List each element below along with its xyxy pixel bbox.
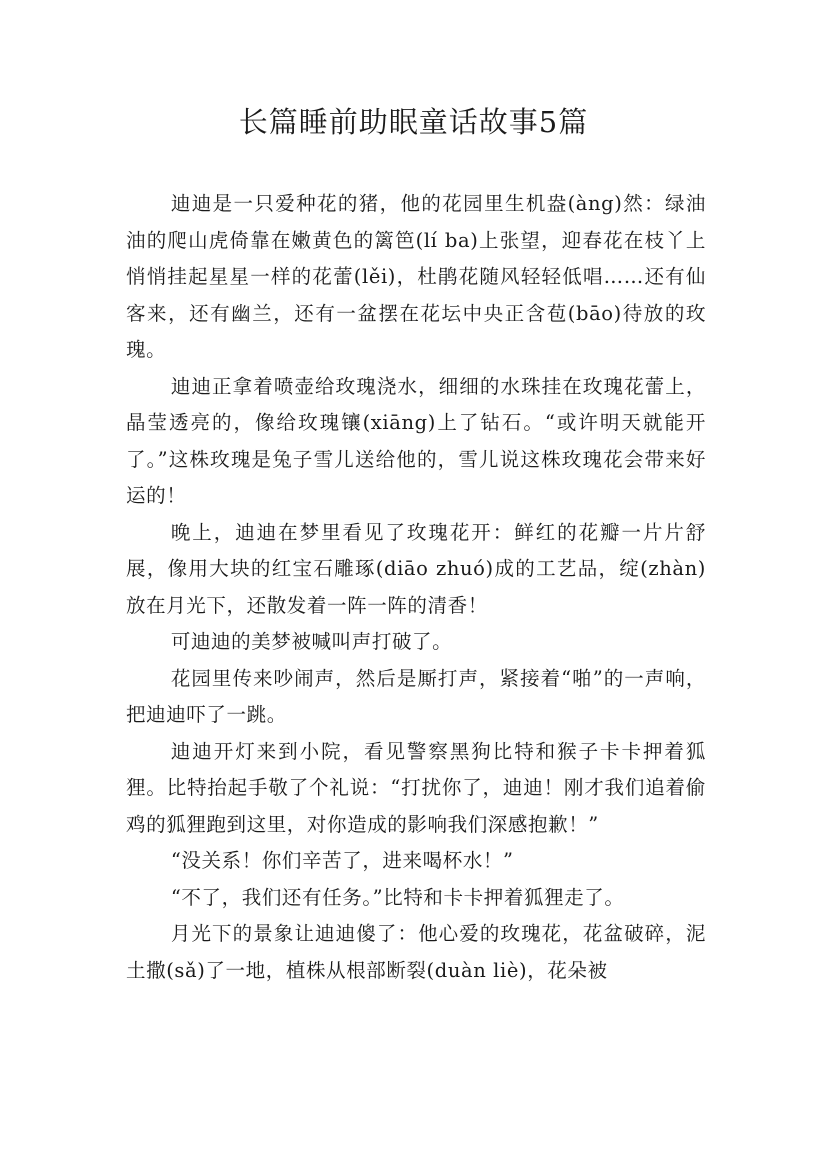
- paragraph: 迪迪开灯来到小院，看见警察黑狗比特和猴子卡卡押着狐狸。比特抬起手敬了个礼说：“打扰你了，迪迪！刚才我们追着偷鸡的狐狸跑到这里，对你造成的影响我们深感抱歉！”: [126, 739, 706, 836]
- paragraph: 迪迪是一只爱种花的猪，他的花园里生机盎(àng)然：绿油油的爬山虎倚靠在嫩黄色的篱笆(lí ba)上张望，迎春花在枝丫上悄悄挂起星星一样的花蕾(lěi)，杜鹃花随风轻轻低唱……还有仙客来，还有幽兰，还有一盆摆在花坛中央正含苞(bāo)待放的玫瑰。: [126, 192, 706, 361]
- story-body: [126, 186, 706, 989]
- paragraph: “不了，我们还有任务。”比特和卡卡押着狐狸走了。: [170, 885, 625, 909]
- paragraph: 可迪迪的美梦被喊叫声打破了。: [170, 630, 453, 653]
- paragraph: 花园里传来吵闹声，然后是厮打声，紧接着“啪”的一声响，把迪迪吓了一跳。: [126, 666, 706, 726]
- paragraph: 月光下的景象让迪迪傻了：他心爱的玫瑰花，花盆破碎，泥土撒(sǎ)了一地，植株从根部断裂(duàn liè)，花朵被: [126, 922, 706, 982]
- paragraph: “没关系！你们辛苦了，进来喝杯水！”: [170, 849, 514, 872]
- document-title: 长篇睡前助眠童话故事5篇: [238, 105, 589, 139]
- paragraph: 晚上，迪迪在梦里看见了玫瑰花开：鲜红的花瓣一片片舒展，像用大块的红宝石雕琢(diāo zhuó)成的工艺品，绽(zhàn)放在月光下，还散发着一阵一阵的清香！: [126, 520, 706, 617]
- paragraph: 迪迪正拿着喷壶给玫瑰浇水，细细的水珠挂在玫瑰花蕾上，晶莹透亮的，像给玫瑰镶(xiāng)上了钻石。“或许明天就能开了。”这株玫瑰是兔子雪儿送给他的，雪儿说这株玫瑰花会带来好运的！: [126, 374, 706, 507]
